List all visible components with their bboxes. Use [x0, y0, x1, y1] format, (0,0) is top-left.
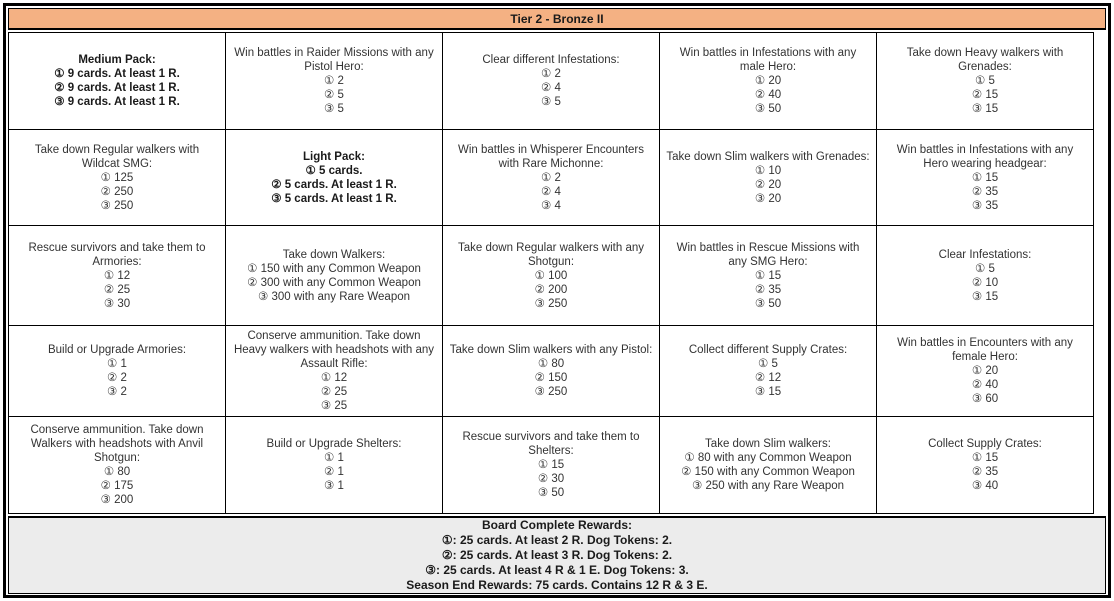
tier-line: ③ 40	[971, 480, 999, 492]
footer-reward-line: ②: 25 cards. At least 3 R. Dog Tokens: 2.	[441, 548, 673, 562]
mission-cell[interactable]	[9, 226, 226, 326]
mission-title: Collect different Supply Crates:	[688, 344, 848, 356]
tier-line: ③ 30	[103, 297, 131, 310]
tier-line: ① 80	[537, 358, 565, 370]
mission-cell[interactable]	[877, 326, 1094, 417]
tier-line: ① 1	[324, 452, 344, 464]
tier-line: ② 5	[324, 89, 344, 101]
tier-line: ② 9 cards. At least 1 R.	[54, 82, 180, 94]
tier-line: ② 35	[971, 185, 999, 198]
tier-line: ① 80	[103, 466, 131, 478]
tier-line: ② 12	[754, 372, 782, 384]
mission-title: Take down Slim walkers:	[705, 438, 831, 450]
mission-title: Win battles in Rescue Missions with any SMG Hero:	[676, 241, 860, 268]
tier-line: ③ 15	[754, 386, 782, 398]
tier-line: ① 12	[103, 269, 131, 282]
tier-line: ② 25	[320, 386, 348, 398]
mission-title: Rescue survivors and take them to Shelters:	[462, 431, 640, 457]
tier-line: ① 15	[537, 459, 565, 471]
mission-title: Conserve ammunition. Take down Walkers with headshots with Anvil Shotgun:	[30, 424, 204, 464]
board-row	[9, 417, 1094, 514]
tier-line: ① 20	[754, 75, 782, 87]
mission-cell[interactable]	[443, 33, 660, 130]
tier-line: ① 15	[754, 269, 782, 282]
tier-line: ② 15	[971, 89, 999, 101]
tier-line: ② 35	[754, 283, 782, 296]
tier-line: ③ 300 with any Rare Weapon	[257, 290, 410, 303]
board-row	[9, 130, 1094, 226]
tier-line: ③ 25	[320, 400, 348, 412]
footer-reward-line: ③: 25 cards. At least 4 R & 1 E. Dog Tokens: 3.	[425, 563, 689, 577]
board-header	[8, 8, 1106, 30]
mission-cell[interactable]	[877, 33, 1094, 130]
tier-line: ③ 250 with any Rare Weapon	[691, 480, 844, 492]
mission-title: Build or Upgrade Armories:	[47, 344, 187, 356]
mission-grid-wrap	[8, 32, 1106, 514]
tier-line: ③ 250	[534, 386, 568, 398]
mission-cell[interactable]	[443, 226, 660, 326]
tier-line: ① 15	[971, 171, 999, 184]
tier-line: ② 150 with any Common Weapon	[681, 466, 855, 478]
tier-line: ② 10	[971, 276, 999, 289]
mission-title: Take down Slim walkers with Grenades:	[666, 150, 870, 163]
tier-line: ③ 9 cards. At least 1 R.	[54, 96, 180, 108]
mission-cell[interactable]	[226, 417, 443, 514]
tier-line: ① 2	[541, 171, 561, 184]
tier-line: ③ 1	[324, 480, 344, 492]
mission-cell[interactable]	[660, 130, 877, 226]
tier-line: ① 9 cards. At least 1 R.	[54, 68, 180, 80]
mission-title: Win battles in Whisperer Encounters with Rare Michonne:	[458, 143, 644, 170]
tier-line: ① 15	[971, 452, 999, 464]
tier-line: ① 5	[758, 358, 778, 370]
mission-title: Take down Slim walkers with any Pistol:	[449, 344, 653, 356]
tier-line: ② 5 cards. At least 1 R.	[271, 178, 397, 191]
tier-line: ① 5	[975, 262, 995, 275]
mission-title: Win battles in Infestations with any male Hero:	[679, 47, 857, 73]
tier-line: ① 5	[975, 75, 995, 87]
mission-title: Win battles in Raider Missions with any Pistol Hero:	[234, 47, 434, 73]
mission-cell[interactable]	[660, 326, 877, 417]
mission-title: Win battles in Encounters with any female Hero:	[897, 337, 1073, 363]
tier-line: ③ 4	[541, 199, 561, 212]
mission-title: Take down Regular walkers with any Shotgun:	[457, 241, 644, 268]
mission-cell[interactable]	[443, 417, 660, 514]
pack-title: Medium Pack:	[78, 54, 156, 66]
mission-title: Take down Heavy walkers with Grenades:	[906, 47, 1064, 73]
board-row	[9, 226, 1094, 326]
tier-line: ③ 200	[100, 494, 134, 506]
tier-line: ① 1	[107, 358, 127, 370]
tier-line: ③ 5	[324, 103, 344, 115]
tier-line: ③ 250	[100, 199, 134, 212]
board-row	[9, 326, 1094, 417]
tier-line: ③ 15	[971, 103, 999, 115]
tier-line: ③ 250	[534, 297, 568, 310]
mission-title: Take down Regular walkers with Wildcat SMG:	[34, 143, 200, 170]
tier-line: ① 150 with any Common Weapon	[247, 262, 421, 275]
tier-line: ② 200	[534, 283, 568, 296]
footer-reward-line: Season End Rewards: 75 cards. Contains 12 R & 3 E.	[406, 578, 708, 592]
tier-line: ① 125	[100, 171, 134, 184]
mission-cell[interactable]	[660, 417, 877, 514]
tier-line: ① 100	[534, 269, 568, 282]
mission-cell[interactable]	[226, 226, 443, 326]
tier-line: ③ 50	[537, 487, 565, 499]
tier-line: ① 80 with any Common Weapon	[684, 452, 852, 464]
tier-line: ③ 20	[754, 192, 782, 205]
mission-cell[interactable]	[877, 417, 1094, 514]
mission-cell[interactable]	[9, 130, 226, 226]
mission-title: Clear Infestations:	[938, 248, 1032, 261]
footer-reward-line: ①: 25 cards. At least 2 R. Dog Tokens: 2.	[441, 533, 673, 547]
tier-line: ② 300 with any Common Weapon	[247, 276, 421, 289]
mission-board	[3, 3, 1111, 598]
tier-line: ② 2	[107, 372, 127, 384]
tier-line: ③ 60	[971, 393, 999, 405]
mission-cell[interactable]	[877, 226, 1094, 326]
tier-line: ② 175	[100, 480, 134, 492]
mission-title: Win battles in Infestations with any Hero wearing headgear:	[896, 143, 1074, 170]
tier-line: ② 4	[541, 185, 561, 198]
pack-title: Light Pack:	[303, 150, 365, 163]
mission-title: Collect Supply Crates:	[928, 438, 1042, 450]
tier-line: ③ 50	[754, 103, 782, 115]
tier-line: ② 40	[754, 89, 782, 101]
mission-cell[interactable]	[660, 33, 877, 130]
board-title: Tier 2 - Bronze II	[510, 11, 604, 26]
mission-title: Build or Upgrade Shelters:	[266, 438, 402, 450]
tier-line: ② 30	[537, 473, 565, 485]
tier-line: ① 12	[320, 372, 348, 384]
tier-line: ③ 5	[541, 96, 561, 108]
board-row	[9, 33, 1094, 130]
tier-line: ② 150	[534, 372, 568, 384]
tier-line: ① 2	[324, 75, 344, 87]
mission-grid	[8, 32, 1094, 514]
tier-line: ② 40	[971, 379, 999, 391]
tier-line: ② 1	[324, 466, 344, 478]
medium-pack-cell[interactable]	[9, 33, 226, 130]
tier-line: ③ 15	[971, 290, 999, 303]
mission-cell[interactable]	[877, 130, 1094, 226]
tier-line: ③ 50	[754, 297, 782, 310]
mission-cell[interactable]	[443, 130, 660, 226]
tier-line: ② 35	[971, 466, 999, 478]
board-footer	[8, 516, 1106, 594]
mission-title: Rescue survivors and take them to Armories:	[28, 241, 206, 268]
tier-line: ③ 35	[971, 199, 999, 212]
mission-title: Clear different Infestations:	[482, 54, 620, 66]
tier-line: ③ 2	[107, 386, 127, 398]
light-pack-cell[interactable]	[226, 130, 443, 226]
mission-cell[interactable]	[660, 226, 877, 326]
footer-title: Board Complete Rewards:	[481, 518, 633, 532]
mission-cell[interactable]	[9, 417, 226, 514]
mission-cell[interactable]	[226, 326, 443, 417]
tier-line: ③ 5 cards. At least 1 R.	[271, 192, 397, 205]
tier-line: ① 10	[754, 164, 782, 177]
mission-cell[interactable]	[226, 33, 443, 130]
tier-line: ② 4	[541, 82, 561, 94]
tier-line: ② 20	[754, 178, 782, 191]
tier-line: ② 250	[100, 185, 134, 198]
mission-cell[interactable]	[9, 326, 226, 417]
tier-line: ① 2	[541, 68, 561, 80]
tier-line: ② 25	[103, 283, 131, 296]
mission-title: Conserve ammunition. Take down Heavy walkers with headshots with any Assault Rifle:	[233, 330, 435, 370]
tier-line: ① 5 cards.	[305, 164, 363, 177]
mission-title: Take down Walkers:	[282, 248, 386, 261]
tier-line: ① 20	[971, 365, 999, 377]
mission-cell[interactable]	[443, 326, 660, 417]
